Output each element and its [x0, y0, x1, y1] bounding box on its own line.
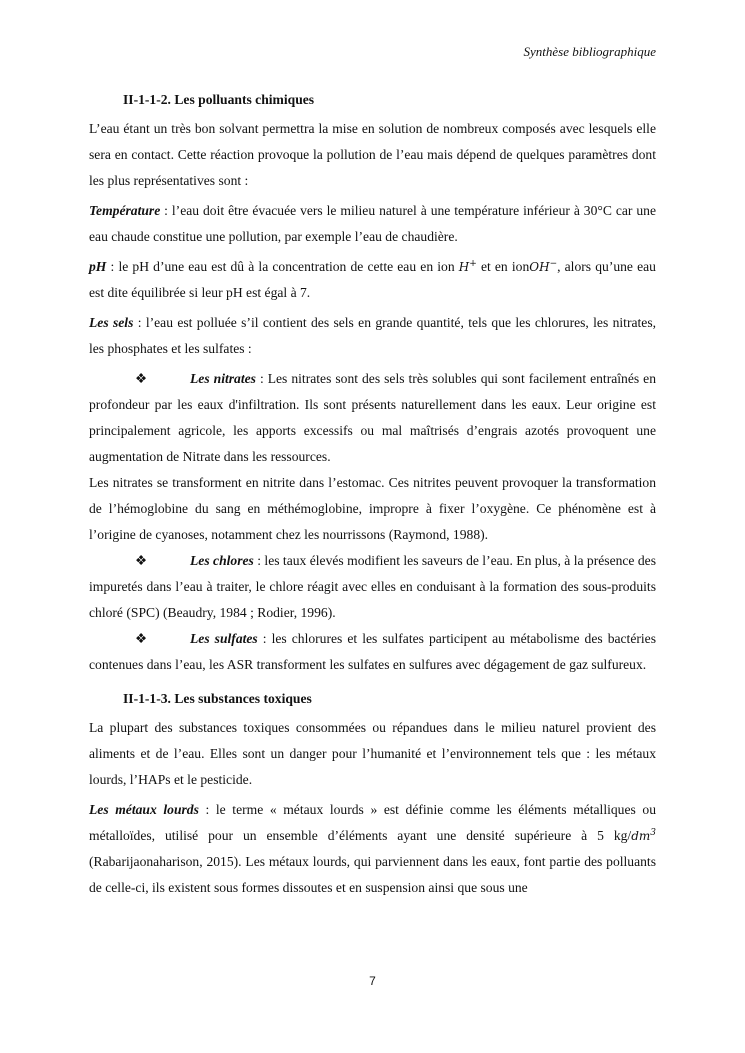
unit-exponent: 3: [650, 828, 656, 838]
ion-h-symbol: H: [458, 260, 470, 274]
ion-h-charge: +: [469, 259, 477, 269]
temperature-text: : l’eau doit être évacuée vers le milieu naturel à une température inférieur à 30°C car une eau chaude constitue une pollution, par exemple l’eau de chaudière.: [89, 203, 656, 244]
nitrates-text: : Les nitrates sont des sels très solubles qui sont facilement entraînés en profondeur par les eaux d'infiltration. Ils sont présents naturellement dans les eaux. Leur origine est principalement agricole, les apports excessifs ou mal maîtrisés d’engrais azotés provoquent une augmentation de Nitrate dans les ressources.: [89, 371, 656, 464]
unit-dm3-formula: [631, 829, 656, 843]
ph-text-part2: et en ion: [476, 259, 530, 274]
diamond-bullet-icon: ❖: [135, 371, 148, 386]
ion-h-formula: [459, 260, 477, 274]
intro-text: L’eau étant un très bon solvant permettra la mise en solution de nombreux composés avec lesquels elle sera en contact. Cette réaction provoque la pollution de l’eau mais dépend de quelques paramètres dont les plus représentatives sont :: [89, 121, 656, 188]
term-sels: Les sels: [89, 315, 134, 330]
sels-text: : l’eau est polluée s’il contient des sels en grande quantité, tels que les chlorures, les nitrates, les phosphates et les sulfates :: [89, 315, 657, 356]
page-body: [89, 87, 656, 901]
unit-dm: dm: [631, 829, 651, 843]
term-sulfates: Les sulfates: [190, 631, 258, 646]
chlores-text: : les taux élevés modifient les saveurs de l’eau. En plus, à la présence des impuretés dans l’eau à traiter, le chlore réagit avec elles en conduisant à la formation des sous-produits chloré (SPC) (Beaudry, 1984 ; Rodier, 1996).: [89, 553, 657, 620]
term-temperature: Température: [89, 203, 161, 218]
term-ph: pH: [89, 259, 107, 274]
section-heading-substances-toxiques: II-1-1-3. Les substances toxiques: [123, 691, 312, 706]
paragraph-sels: [89, 310, 656, 362]
ion-oh-charge: −: [549, 259, 558, 269]
ph-text-part3: , alors qu’une eau est dite équilibrée si leur pH est égal à 7.: [89, 259, 656, 300]
sulfates-text: : les chlorures et les sulfates participent au métabolisme des bactéries contenues dans l’eau, les ASR transforment les sulfates en sulfures avec dégagement de gaz sulfureux.: [89, 631, 656, 672]
bullet-item-chlores: [89, 548, 656, 626]
section-heading-polluants-chimiques: II-1-1-2. Les polluants chimiques: [123, 92, 315, 107]
term-chlores: Les chlores: [190, 553, 254, 568]
paragraph-temperature: [89, 198, 656, 250]
running-header: Synthèse bibliographique: [523, 44, 656, 59]
term-metaux-lourds: Les métaux lourds: [89, 802, 199, 817]
diamond-bullet-icon: ❖: [135, 631, 148, 646]
paragraph-nitrites: [89, 470, 656, 548]
paragraph-ph: [89, 254, 656, 306]
ion-oh-symbol: OH: [529, 260, 550, 274]
bullet-item-nitrates: [89, 366, 656, 470]
page-number: 7: [369, 974, 376, 988]
term-nitrates: Les nitrates: [190, 371, 256, 386]
paragraph-metaux-lourds: [89, 797, 656, 901]
metaux-text-part1: : le terme « métaux lourds » est définie comme les éléments métalliques ou métalloïdes, utilisé pour un ensemble d’éléments ayant une densité supérieure à 5 kg/: [89, 802, 656, 843]
metaux-text-part2: (Rabarijaonaharison, 2015). Les métaux lourds, qui parviennent dans les eaux, font partie des polluants de celle-ci, ils existent sous formes dissoutes et en suspension ainsi que sous une: [89, 854, 656, 895]
ph-text-part1: : le pH d’une eau est dû à la concentration de cette eau en ion: [106, 259, 459, 274]
ion-oh-formula: [529, 260, 557, 274]
bullet-item-sulfates: [89, 626, 656, 678]
paragraph-substances-intro: [89, 715, 656, 793]
diamond-bullet-icon: ❖: [135, 553, 148, 568]
nitrites-text: Les nitrates se transforment en nitrite dans l’estomac. Ces nitrites peuvent provoquer la transformation de l’hémoglobine du sang en méthémoglobine, impropre à fixer l’oxygène. Ce phénomène est à l’origine de cyanoses, notamment chez les nourrissons (Raymond, 1988).: [89, 475, 656, 542]
paragraph-intro-solvant: [89, 116, 656, 194]
substances-intro-text: La plupart des substances toxiques consommées ou répandues dans le milieu naturel provient des aliments et de l’eau. Elles sont un danger pour l’humanité et l’environnement tels que : les métaux lourds, l’HAPs et le pesticide.: [89, 720, 656, 787]
